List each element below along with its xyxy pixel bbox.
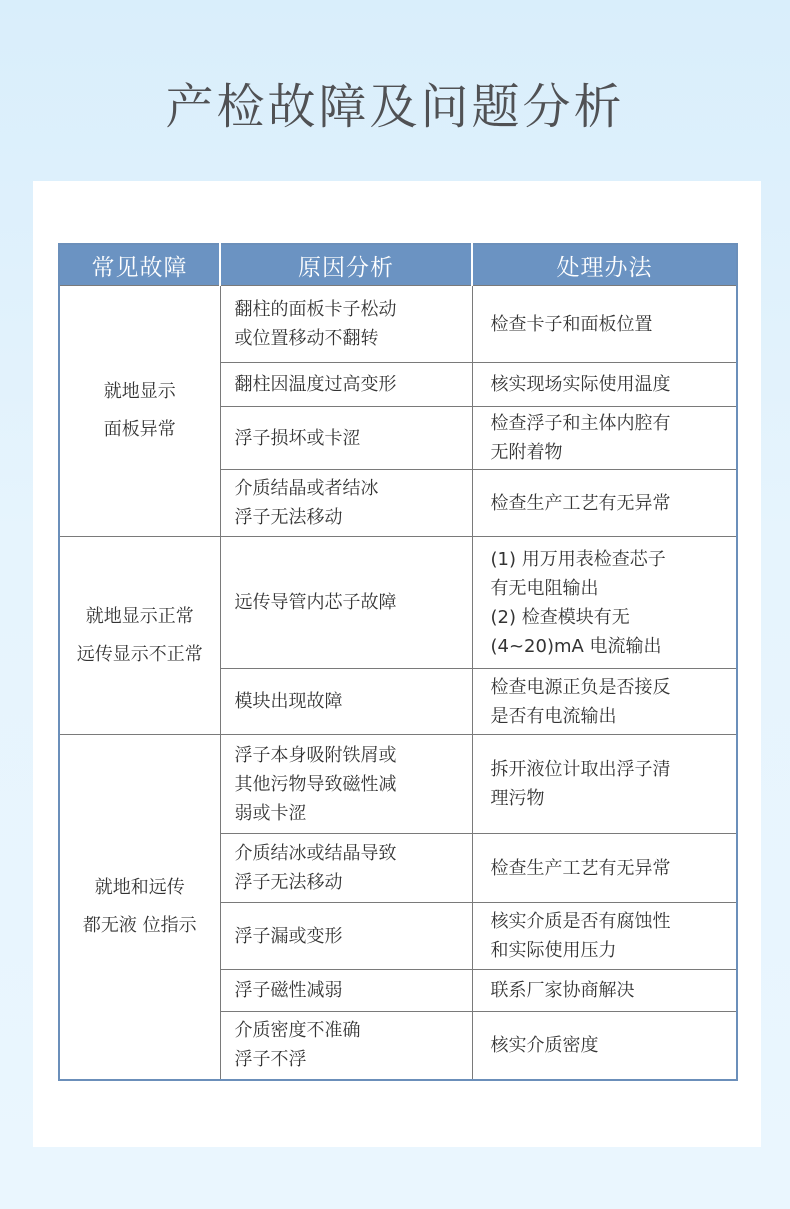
cause-text: 远传导管内芯子故障	[234, 592, 397, 613]
solution-text: 和实际使用压力	[490, 940, 617, 961]
cause-cell	[220, 286, 472, 363]
page-title: 产检故障及问题分析	[165, 79, 625, 135]
solution-text: 是否有电流输出	[490, 705, 617, 727]
solution-cell	[472, 407, 737, 470]
table-row	[59, 537, 737, 669]
solution-cell	[472, 903, 737, 970]
solution-cell	[472, 735, 737, 834]
fault-text: 就地显示	[103, 381, 176, 402]
cause-text: 浮子无法移动	[234, 872, 343, 893]
cause-text: 其他污物导致磁性减	[234, 773, 397, 795]
solution-text: 检查浮子和主体内腔有	[490, 413, 671, 434]
fault-text: 就地和远传	[94, 876, 185, 898]
solution-cell	[472, 834, 737, 903]
cause-text: 介质密度不准确	[234, 1020, 361, 1042]
header-solution: 处理办法	[472, 244, 737, 286]
solution-text: 检查生产工艺有无异常	[490, 857, 671, 879]
cause-text: 翻柱因温度过高变形	[234, 374, 397, 395]
cause-cell	[220, 470, 472, 537]
cause-cell	[220, 363, 472, 407]
solution-text: 理污物	[490, 788, 545, 809]
cause-text: 浮子无法移动	[234, 507, 343, 528]
cause-cell	[220, 537, 472, 669]
cause-cell	[220, 669, 472, 735]
table-row	[59, 286, 737, 363]
cause-text: 翻柱的面板卡子松动	[234, 299, 397, 320]
cause-cell	[220, 1012, 472, 1080]
solution-text: 有无电阻输出	[490, 577, 599, 599]
fault-text: 面板异常	[103, 419, 176, 440]
solution-cell	[472, 970, 737, 1012]
solution-text: 检查电源正负是否接反	[490, 676, 671, 698]
solution-text: 联系厂家协商解决	[490, 980, 635, 1001]
cause-cell	[220, 735, 472, 834]
header-cause: 原因分析	[220, 244, 472, 286]
table-row	[59, 735, 737, 834]
solution-text: 核实现场实际使用温度	[490, 374, 671, 395]
cause-cell	[220, 970, 472, 1012]
fault-text: 都无液 位指示	[82, 914, 197, 936]
fault-analysis-table	[58, 243, 738, 1081]
cause-text: 或位置移动不翻转	[234, 328, 379, 349]
solution-text: 核实介质密度	[490, 1034, 599, 1056]
cause-text: 模块出现故障	[234, 691, 343, 712]
solution-text: (2) 检查模块有无	[490, 606, 630, 628]
solution-text: 核实介质是否有腐蚀性	[490, 911, 671, 932]
cause-text: 介质结晶或者结冰	[234, 478, 379, 499]
solution-text: 检查生产工艺有无异常	[490, 492, 671, 514]
fault-text: 就地显示正常	[85, 605, 194, 627]
header-fault: 常见故障	[59, 244, 220, 286]
fault-cell	[59, 286, 220, 537]
table-body	[59, 286, 737, 1080]
solution-cell	[472, 1012, 737, 1080]
cause-cell	[220, 407, 472, 470]
table-header-row	[59, 244, 737, 286]
cause-text: 浮子损坏或卡涩	[234, 427, 361, 449]
cause-text: 介质结冰或结晶导致	[234, 843, 397, 864]
solution-cell	[472, 537, 737, 669]
content-card	[33, 181, 761, 1147]
solution-cell	[472, 286, 737, 363]
cause-cell	[220, 903, 472, 970]
solution-text: (4~20)mA 电流输出	[490, 635, 662, 657]
solution-cell	[472, 669, 737, 735]
cause-text: 浮子漏或变形	[234, 925, 343, 947]
solution-cell	[472, 363, 737, 407]
cause-text: 弱或卡涩	[234, 802, 307, 824]
fault-cell	[59, 735, 220, 1080]
cause-cell	[220, 834, 472, 903]
solution-cell	[472, 470, 737, 537]
cause-text: 浮子磁性减弱	[234, 980, 343, 1001]
solution-text: 拆开液位计取出浮子清	[490, 759, 671, 780]
fault-text: 远传显示不正常	[76, 643, 203, 665]
fault-cell	[59, 537, 220, 735]
solution-text: 无附着物	[490, 442, 563, 463]
cause-text: 浮子不浮	[234, 1049, 307, 1071]
cause-text: 浮子本身吸附铁屑或	[234, 744, 397, 766]
solution-text: 检查卡子和面板位置	[490, 313, 653, 335]
solution-text: (1) 用万用表检查芯子	[490, 548, 666, 570]
